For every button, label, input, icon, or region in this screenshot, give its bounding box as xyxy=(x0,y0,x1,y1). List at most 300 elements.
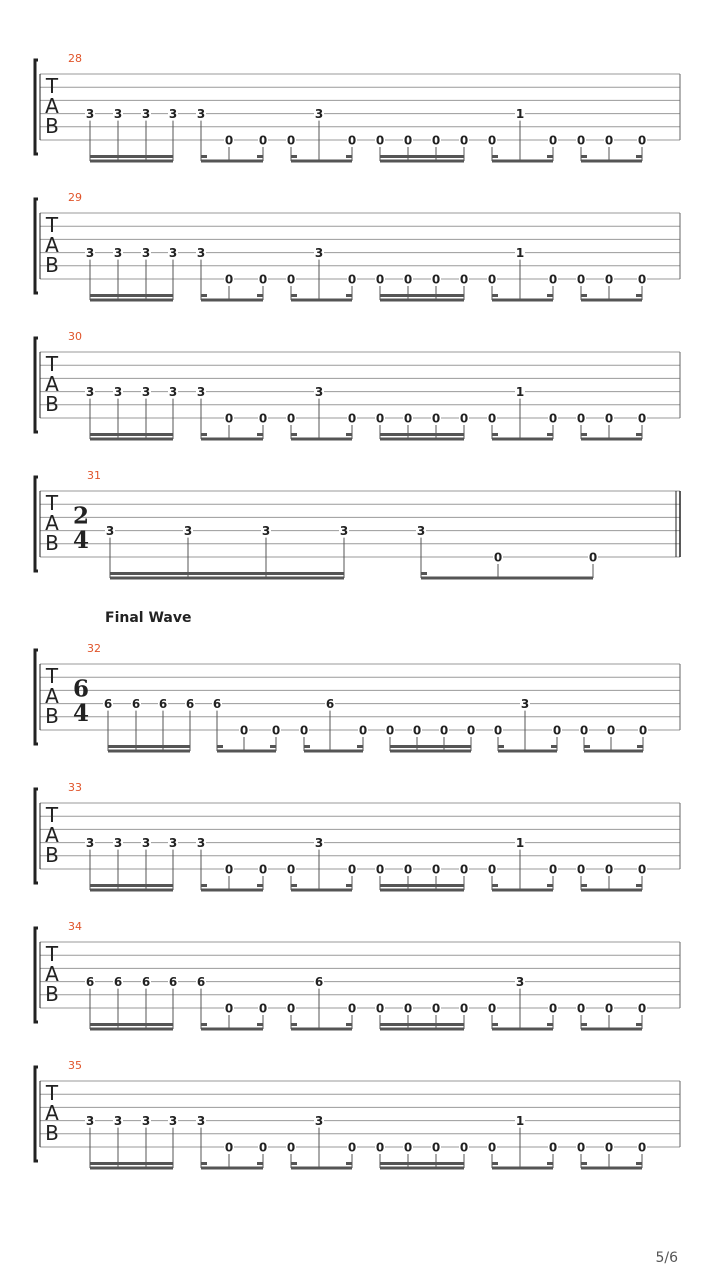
fret-number: 3 xyxy=(416,524,426,539)
beam-stub xyxy=(201,294,207,297)
beam-secondary xyxy=(108,745,190,748)
fret-number: 3 xyxy=(85,1114,95,1129)
fret-number: 0 xyxy=(286,411,296,426)
beam-stub xyxy=(346,294,352,297)
fret-number: 0 xyxy=(385,723,395,738)
fret-number: 0 xyxy=(576,862,586,877)
beam-stub xyxy=(492,1023,498,1026)
fret-number: 6 xyxy=(314,975,324,990)
beam-stub xyxy=(492,1162,498,1165)
tab-clef-letter: B xyxy=(45,392,59,416)
beam-stub xyxy=(547,1162,553,1165)
fret-number: 0 xyxy=(224,411,234,426)
beam xyxy=(291,1028,352,1031)
beam-secondary xyxy=(90,294,173,297)
beam-stub xyxy=(581,155,587,158)
tab-clef-letter: A xyxy=(45,94,59,118)
fret-number: 3 xyxy=(105,524,115,539)
fret-number: 0 xyxy=(637,411,647,426)
beam-secondary xyxy=(380,1162,464,1165)
beam xyxy=(380,1167,464,1170)
beam-stub xyxy=(636,155,642,158)
tab-system xyxy=(35,52,680,163)
beam-stub xyxy=(581,1023,587,1026)
fret-number: 6 xyxy=(113,975,123,990)
beam-stub xyxy=(291,294,297,297)
beam xyxy=(90,299,173,302)
beam xyxy=(380,1028,464,1031)
beam-secondary xyxy=(380,294,464,297)
beam xyxy=(110,577,344,580)
beam xyxy=(581,160,642,163)
beam xyxy=(90,1167,173,1170)
fret-number: 0 xyxy=(459,1140,469,1155)
beam xyxy=(201,160,263,163)
fret-number: 0 xyxy=(552,723,562,738)
fret-number: 0 xyxy=(431,411,441,426)
beam-stub xyxy=(270,745,276,748)
tab-clef-letter: B xyxy=(45,253,59,277)
beam-stub xyxy=(346,433,352,436)
fret-number: 6 xyxy=(158,697,168,712)
fret-number: 0 xyxy=(487,272,497,287)
fret-number: 0 xyxy=(375,272,385,287)
tab-clef-letter: A xyxy=(45,823,59,847)
fret-number: 0 xyxy=(604,1140,614,1155)
beam-stub xyxy=(346,155,352,158)
beam xyxy=(90,160,173,163)
fret-number: 6 xyxy=(131,697,141,712)
beam-stub xyxy=(201,884,207,887)
fret-number: 3 xyxy=(515,975,525,990)
fret-number: 0 xyxy=(224,272,234,287)
beam-stub xyxy=(304,745,310,748)
tab-clef-letter: A xyxy=(45,684,59,708)
fret-number: 3 xyxy=(85,246,95,261)
fret-number: 0 xyxy=(431,862,441,877)
beam xyxy=(201,1028,263,1031)
beam-secondary xyxy=(90,433,173,436)
beam xyxy=(291,1167,352,1170)
fret-number: 0 xyxy=(403,1140,413,1155)
fret-number: 0 xyxy=(403,133,413,148)
fret-number: 0 xyxy=(493,550,503,565)
fret-number: 0 xyxy=(487,862,497,877)
fret-number: 0 xyxy=(459,411,469,426)
tab-system xyxy=(35,642,680,753)
beam-stub xyxy=(217,745,223,748)
fret-number: 0 xyxy=(224,862,234,877)
fret-number: 3 xyxy=(168,836,178,851)
fret-number: 0 xyxy=(224,1140,234,1155)
fret-number: 0 xyxy=(487,411,497,426)
fret-number: 0 xyxy=(439,723,449,738)
fret-number: 0 xyxy=(576,272,586,287)
beam-stub xyxy=(291,1162,297,1165)
beam xyxy=(498,750,557,753)
fret-number: 6 xyxy=(196,975,206,990)
beam xyxy=(492,438,553,441)
beam-stub xyxy=(584,745,590,748)
fret-number: 0 xyxy=(403,1001,413,1016)
tab-system xyxy=(35,191,680,302)
fret-number: 3 xyxy=(196,385,206,400)
fret-number: 3 xyxy=(85,385,95,400)
fret-number: 0 xyxy=(576,133,586,148)
fret-number: 3 xyxy=(520,697,530,712)
fret-number: 3 xyxy=(113,107,123,122)
beam xyxy=(291,438,352,441)
tab-system xyxy=(35,920,680,1031)
beam xyxy=(201,889,263,892)
tab-clef-letter: T xyxy=(45,664,59,688)
beam-secondary xyxy=(90,155,173,158)
fret-number: 0 xyxy=(604,1001,614,1016)
fret-number: 0 xyxy=(604,411,614,426)
fret-number: 0 xyxy=(493,723,503,738)
beam xyxy=(201,1167,263,1170)
beam-stub xyxy=(291,1023,297,1026)
fret-number: 0 xyxy=(548,133,558,148)
beam xyxy=(581,1167,642,1170)
beam-secondary xyxy=(380,155,464,158)
beam xyxy=(492,1028,553,1031)
fret-number: 6 xyxy=(168,975,178,990)
measure-number: 33 xyxy=(68,781,82,794)
tab-clef-letter: A xyxy=(45,372,59,396)
tab-clef-letter: B xyxy=(45,114,59,138)
measure-number: 30 xyxy=(68,330,82,343)
fret-number: 0 xyxy=(224,1001,234,1016)
beam-secondary xyxy=(90,884,173,887)
beam-stub xyxy=(581,1162,587,1165)
fret-number: 0 xyxy=(286,272,296,287)
fret-number: 0 xyxy=(604,133,614,148)
beam-stub xyxy=(201,1023,207,1026)
beam xyxy=(201,299,263,302)
beam-stub xyxy=(201,433,207,436)
tab-clef-letter: A xyxy=(45,511,59,535)
system-brace xyxy=(35,928,38,1022)
fret-number: 0 xyxy=(258,272,268,287)
fret-number: 3 xyxy=(196,1114,206,1129)
beam xyxy=(581,438,642,441)
tab-clef-letter: T xyxy=(45,74,59,98)
beam-stub xyxy=(257,1023,263,1026)
fret-number: 0 xyxy=(588,550,598,565)
fret-number: 0 xyxy=(637,1001,647,1016)
fret-number: 0 xyxy=(579,723,589,738)
beam-secondary xyxy=(390,745,471,748)
fret-number: 3 xyxy=(141,1114,151,1129)
fret-number: 0 xyxy=(347,862,357,877)
fret-number: 0 xyxy=(347,411,357,426)
tab-system xyxy=(35,1059,680,1170)
fret-number: 0 xyxy=(375,862,385,877)
beam-stub xyxy=(257,1162,263,1165)
fret-number: 3 xyxy=(314,246,324,261)
beam xyxy=(90,1028,173,1031)
beam-stub xyxy=(346,1162,352,1165)
beam xyxy=(304,750,363,753)
fret-number: 0 xyxy=(347,133,357,148)
fret-number: 0 xyxy=(286,862,296,877)
fret-number: 3 xyxy=(196,107,206,122)
beam-stub xyxy=(492,155,498,158)
fret-number: 3 xyxy=(168,385,178,400)
fret-number: 6 xyxy=(212,697,222,712)
fret-number: 3 xyxy=(113,1114,123,1129)
fret-number: 0 xyxy=(431,1140,441,1155)
tab-clef-letter: T xyxy=(45,803,59,827)
tab-clef-letter: A xyxy=(45,1101,59,1125)
beam-secondary xyxy=(380,884,464,887)
beam-stub xyxy=(581,433,587,436)
fret-number: 0 xyxy=(431,272,441,287)
fret-number: 0 xyxy=(403,272,413,287)
fret-number: 0 xyxy=(286,1140,296,1155)
beam xyxy=(291,160,352,163)
fret-number: 0 xyxy=(548,1140,558,1155)
beam xyxy=(380,889,464,892)
section-label: Final Wave xyxy=(105,610,192,626)
fret-number: 3 xyxy=(314,385,324,400)
fret-number: 3 xyxy=(113,246,123,261)
fret-number: 0 xyxy=(637,862,647,877)
fret-number: 0 xyxy=(466,723,476,738)
fret-number: 0 xyxy=(487,1001,497,1016)
fret-number: 0 xyxy=(347,1001,357,1016)
fret-number: 0 xyxy=(375,411,385,426)
fret-number: 0 xyxy=(548,862,558,877)
fret-number: 0 xyxy=(403,862,413,877)
fret-number: 0 xyxy=(576,1140,586,1155)
beam-stub xyxy=(547,294,553,297)
fret-number: 0 xyxy=(604,862,614,877)
tab-clef-letter: A xyxy=(45,962,59,986)
fret-number: 0 xyxy=(459,272,469,287)
measure-number: 35 xyxy=(68,1059,82,1072)
beam-stub xyxy=(421,572,427,575)
beam xyxy=(492,160,553,163)
measure-number: 32 xyxy=(87,642,101,655)
beam xyxy=(584,750,643,753)
beam-stub xyxy=(291,884,297,887)
beam-stub xyxy=(291,433,297,436)
fret-number: 0 xyxy=(258,1140,268,1155)
fret-number: 0 xyxy=(224,133,234,148)
tab-clef-letter: B xyxy=(45,1121,59,1145)
fret-number: 0 xyxy=(412,723,422,738)
fret-number: 0 xyxy=(271,723,281,738)
beam xyxy=(291,889,352,892)
fret-number: 0 xyxy=(258,411,268,426)
fret-number: 3 xyxy=(314,836,324,851)
fret-number: 0 xyxy=(576,1001,586,1016)
beam-stub xyxy=(581,294,587,297)
fret-number: 3 xyxy=(113,385,123,400)
fret-number: 6 xyxy=(185,697,195,712)
fret-number: 1 xyxy=(515,107,525,122)
fret-number: 0 xyxy=(459,133,469,148)
beam xyxy=(201,438,263,441)
measure-number: 34 xyxy=(68,920,82,933)
beam-stub xyxy=(547,155,553,158)
fret-number: 0 xyxy=(604,272,614,287)
beam-stub xyxy=(547,433,553,436)
fret-number: 3 xyxy=(85,836,95,851)
tab-clef-letter: A xyxy=(45,233,59,257)
fret-number: 0 xyxy=(431,133,441,148)
tab-clef-letter: T xyxy=(45,1081,59,1105)
fret-number: 3 xyxy=(196,836,206,851)
time-signature-bottom: 4 xyxy=(72,526,90,554)
beam xyxy=(492,1167,553,1170)
fret-number: 0 xyxy=(637,133,647,148)
fret-number: 3 xyxy=(141,836,151,851)
fret-number: 3 xyxy=(339,524,349,539)
beam-secondary xyxy=(110,572,344,575)
beam xyxy=(421,577,593,580)
system-brace xyxy=(35,199,38,293)
system-brace xyxy=(35,650,38,744)
tab-system xyxy=(35,781,680,892)
fret-number: 0 xyxy=(375,133,385,148)
fret-number: 0 xyxy=(286,133,296,148)
time-signature-top: 2 xyxy=(72,502,90,530)
beam-stub xyxy=(492,433,498,436)
fret-number: 0 xyxy=(487,133,497,148)
beam-secondary xyxy=(380,1023,464,1026)
system-brace xyxy=(35,1067,38,1161)
fret-number: 0 xyxy=(375,1001,385,1016)
beam xyxy=(90,438,173,441)
fret-number: 0 xyxy=(299,723,309,738)
beam-stub xyxy=(201,155,207,158)
tab-clef-letter: T xyxy=(45,352,59,376)
beam-stub xyxy=(492,884,498,887)
system-brace xyxy=(35,60,38,154)
fret-number: 0 xyxy=(637,272,647,287)
beam-stub xyxy=(257,884,263,887)
fret-number: 6 xyxy=(325,697,335,712)
fret-number: 0 xyxy=(239,723,249,738)
fret-number: 3 xyxy=(314,107,324,122)
tab-clef-letter: T xyxy=(45,491,59,515)
fret-number: 3 xyxy=(183,524,193,539)
beam xyxy=(108,750,190,753)
tab-clef-letter: B xyxy=(45,843,59,867)
fret-number: 0 xyxy=(258,862,268,877)
fret-number: 0 xyxy=(576,411,586,426)
fret-number: 3 xyxy=(196,246,206,261)
beam-stub xyxy=(257,294,263,297)
beam-stub xyxy=(346,884,352,887)
fret-number: 6 xyxy=(141,975,151,990)
system-brace xyxy=(35,789,38,883)
beam xyxy=(380,160,464,163)
fret-number: 3 xyxy=(141,246,151,261)
fret-number: 0 xyxy=(431,1001,441,1016)
fret-number: 0 xyxy=(459,1001,469,1016)
beam xyxy=(581,889,642,892)
fret-number: 0 xyxy=(637,1140,647,1155)
tab-clef-letter: B xyxy=(45,704,59,728)
fret-number: 6 xyxy=(85,975,95,990)
beam-stub xyxy=(636,884,642,887)
beam-stub xyxy=(581,884,587,887)
fret-number: 3 xyxy=(141,107,151,122)
fret-number: 0 xyxy=(375,1140,385,1155)
beam-secondary xyxy=(380,433,464,436)
fret-number: 0 xyxy=(548,272,558,287)
beam-secondary xyxy=(90,1023,173,1026)
fret-number: 0 xyxy=(258,133,268,148)
fret-number: 0 xyxy=(286,1001,296,1016)
beam-stub xyxy=(201,1162,207,1165)
fret-number: 0 xyxy=(347,1140,357,1155)
fret-number: 0 xyxy=(403,411,413,426)
measure-number: 31 xyxy=(87,469,101,482)
tab-system xyxy=(35,469,680,580)
measure-number: 29 xyxy=(68,191,82,204)
beam-stub xyxy=(551,745,557,748)
beam-stub xyxy=(636,1023,642,1026)
beam xyxy=(581,1028,642,1031)
measure-number: 28 xyxy=(68,52,82,65)
system-brace xyxy=(35,477,38,571)
tab-clef-letter: B xyxy=(45,982,59,1006)
beam xyxy=(90,889,173,892)
tab-system xyxy=(35,330,680,441)
fret-number: 3 xyxy=(314,1114,324,1129)
fret-number: 0 xyxy=(459,862,469,877)
fret-number: 1 xyxy=(515,385,525,400)
fret-number: 1 xyxy=(515,1114,525,1129)
fret-number: 3 xyxy=(141,385,151,400)
beam-stub xyxy=(547,1023,553,1026)
beam-stub xyxy=(257,155,263,158)
fret-number: 0 xyxy=(358,723,368,738)
beam-stub xyxy=(547,884,553,887)
beam-stub xyxy=(636,1162,642,1165)
fret-number: 0 xyxy=(548,1001,558,1016)
fret-number: 1 xyxy=(515,246,525,261)
beam-stub xyxy=(291,155,297,158)
beam-secondary xyxy=(90,1162,173,1165)
fret-number: 3 xyxy=(85,107,95,122)
beam xyxy=(492,299,553,302)
beam-stub xyxy=(492,294,498,297)
beam-stub xyxy=(637,745,643,748)
time-signature-bottom: 4 xyxy=(72,699,90,727)
fret-number: 3 xyxy=(168,107,178,122)
fret-number: 0 xyxy=(258,1001,268,1016)
beam xyxy=(380,438,464,441)
beam-stub xyxy=(346,1023,352,1026)
beam-stub xyxy=(636,433,642,436)
beam-stub xyxy=(498,745,504,748)
beam xyxy=(492,889,553,892)
fret-number: 1 xyxy=(515,836,525,851)
beam xyxy=(291,299,352,302)
fret-number: 0 xyxy=(347,272,357,287)
system-brace xyxy=(35,338,38,432)
beam xyxy=(380,299,464,302)
fret-number: 0 xyxy=(548,411,558,426)
fret-number: 3 xyxy=(168,1114,178,1129)
beam-stub xyxy=(357,745,363,748)
